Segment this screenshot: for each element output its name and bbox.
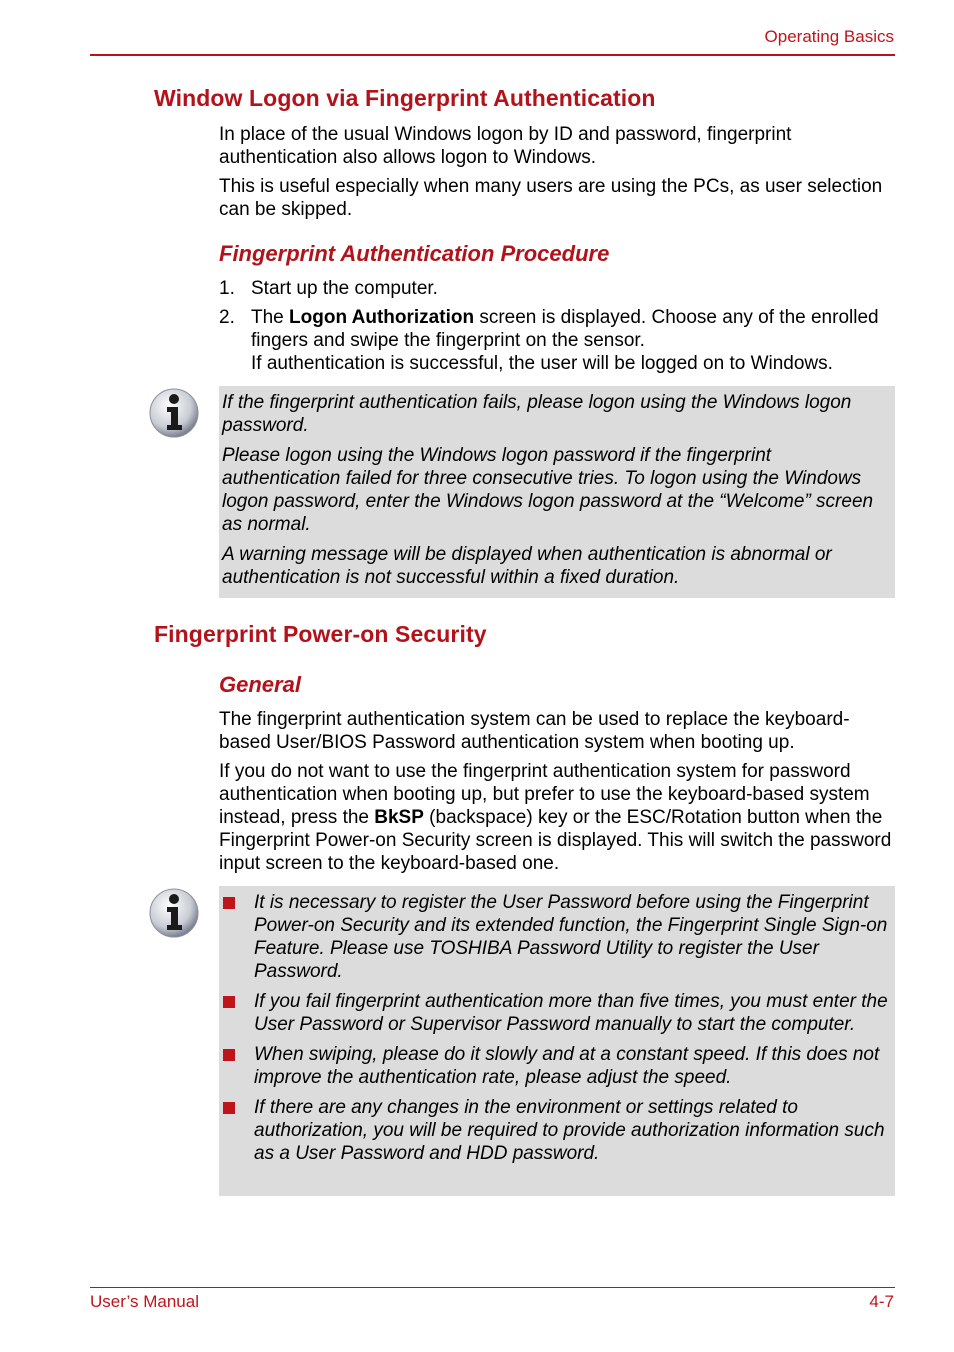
paragraph (219, 760, 899, 875)
step-number: 1. (219, 278, 235, 299)
note-box (219, 386, 895, 598)
bullet-square-icon (223, 1049, 235, 1061)
step-number: 2. (219, 307, 235, 328)
note-bullet-text: If you fail fingerprint authentication more than five times, you must enter the User Password or Supervisor Password manually to start the computer. (254, 991, 888, 1035)
step-text: Start up the computer. (251, 278, 438, 299)
subheading-procedure: Fingerprint Authentication Procedure (219, 241, 610, 266)
ui-term-logon-authorization: Logon Authorization (289, 307, 475, 328)
note-bullet-item (219, 891, 895, 983)
step-item (219, 306, 889, 375)
note-box (219, 886, 895, 1196)
note-bullet-item (219, 990, 895, 1036)
subheading-general: General (219, 672, 301, 697)
info-icon (148, 887, 200, 939)
paragraph: This is useful especially when many users are using the PCs, as user selection can be skipped. (219, 176, 883, 220)
footer-manual-title: User’s Manual (90, 1292, 199, 1311)
header-section-title: Operating Basics (764, 27, 894, 46)
note-text: A warning message will be displayed when authentication is abnormal or authentication is not successful within a fixed duration. (222, 544, 832, 588)
section-heading-power-on-security: Fingerprint Power-on Security (154, 621, 487, 647)
key-name-bksp: BkSP (374, 807, 424, 828)
step-text-line: If authentication is successful, the user will be logged on to Windows. (251, 353, 833, 374)
note-text: If the fingerprint authentication fails, please logon using the Windows logon password. (222, 392, 852, 436)
footer-rule (90, 1287, 895, 1288)
note-bullet-text: It is necessary to register the User Password before using the Fingerprint Power-on Security and its extended function, the Fingerprint Single Sign-on Feature. Please use TOSHIBA Password Utility to register the User Password. (254, 892, 888, 982)
header-rule (90, 54, 895, 56)
bullet-square-icon (223, 897, 235, 909)
note-bullet-item (219, 1096, 895, 1165)
info-icon (148, 387, 200, 439)
note-bullet-text: If there are any changes in the environment or settings related to authorization, you will be required to provide authorization information such as a User Password and HDD password. (254, 1097, 885, 1164)
section-heading-window-logon: Window Logon via Fingerprint Authentication (154, 85, 656, 111)
page-number: 4-7 (869, 1292, 894, 1311)
bullet-square-icon (223, 996, 235, 1008)
paragraph-part: (backspace) key or the ESC/Rotation button when the Fingerprint Power-on Security screen is displayed. This will switch the password input screen to the keyboard-based one. (219, 807, 892, 874)
step-text-part: The (251, 307, 290, 328)
note-bullet-text: When swiping, please do it slowly and at a constant speed. If this does not improve the authentication rate, please adjust the speed. (254, 1044, 880, 1088)
step-item (219, 277, 889, 300)
paragraph: The fingerprint authentication system can be used to replace the keyboard-based User/BIOS Password authentication system when booting up. (219, 709, 850, 753)
note-bullet-item (219, 1043, 895, 1089)
step-text (251, 306, 889, 375)
paragraph: In place of the usual Windows logon by ID and password, fingerprint authentication also allows logon to Windows. (219, 124, 792, 168)
step-text-part: screen is displayed. Choose any of the enrolled fingers and swipe the fingerprint on the sensor. (251, 307, 879, 351)
bullet-square-icon (223, 1102, 235, 1114)
paragraph-part: If you do not want to use the fingerprint authentication system for password authentication when booting up, but prefer to use the keyboard-based system instead, press the (219, 761, 870, 828)
note-text: Please logon using the Windows logon password if the fingerprint authentication failed for three consecutive tries. To logon using the Windows logon password, enter the Windows logon password at the “Welcome” screen as normal. (222, 445, 874, 535)
